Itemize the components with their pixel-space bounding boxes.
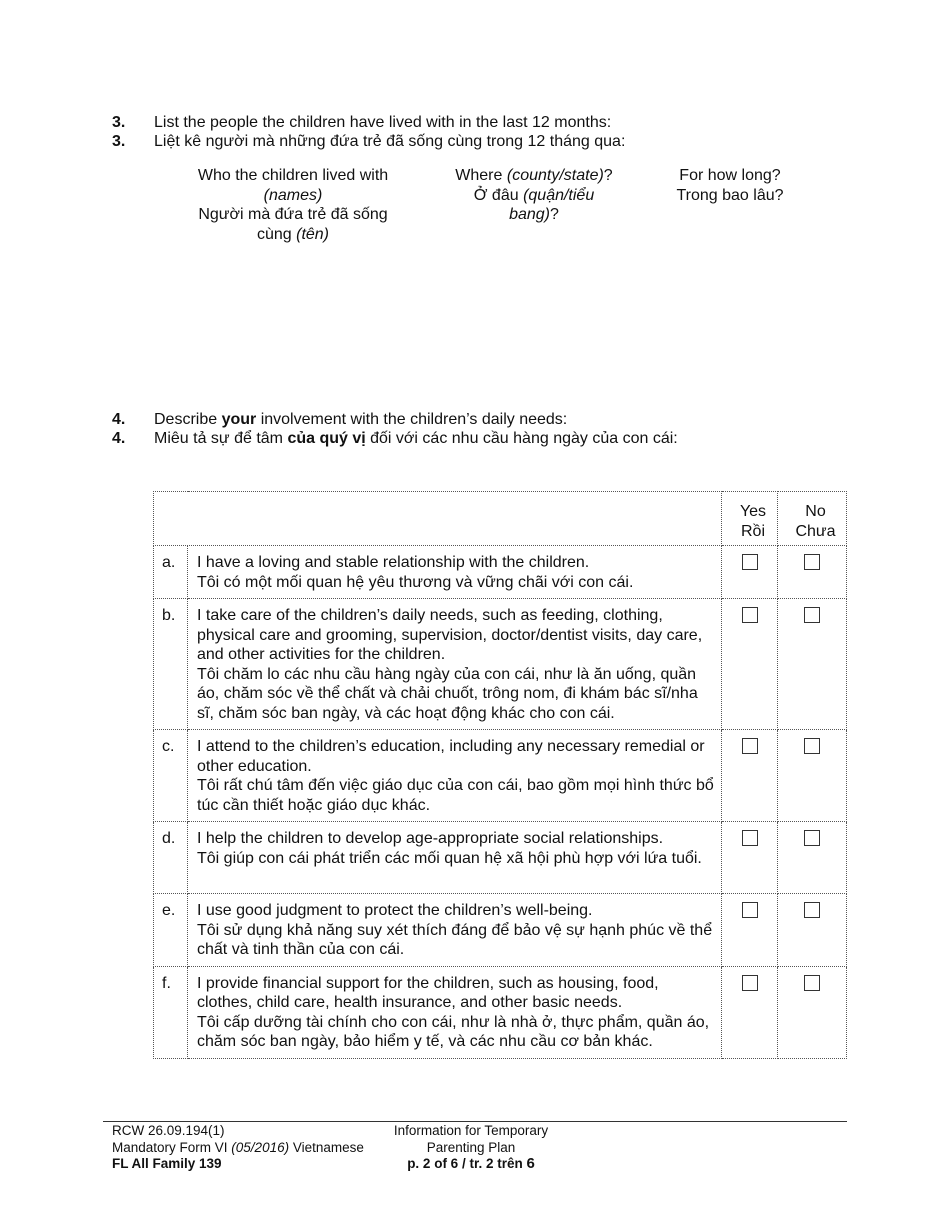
table-row: d. I help the children to develop age-appropriate social relationships. Tôi giúp con cái phát triển các mối quan hệ xã hội phù hợp với lứa tuổi. bbox=[154, 822, 847, 894]
footer-left: RCW 26.09.194(1) Mandatory Form VI (05/2016) Vietnamese FL All Family 139 bbox=[112, 1123, 364, 1171]
yes-checkbox[interactable] bbox=[742, 975, 758, 991]
footer-divider bbox=[103, 1121, 847, 1122]
no-column-header: No Chưa bbox=[778, 492, 847, 546]
yes-column-header: Yes Rồi bbox=[722, 492, 778, 546]
col-howlong-header: For how long? Trong bao lâu? bbox=[676, 167, 784, 204]
no-checkbox[interactable] bbox=[804, 902, 820, 918]
table-row: b. I take care of the children’s daily needs, such as feeding, clothing, physical care and grooming, supervision, doctor/dentist visits, day care, and other activities for the children. Tôi chăm lo các nhu cầu hàng ngày của con cái, như là ăn uống, quần áo, chăm sóc về thể chất và chải chuốt, trông nom, đi khám bác sĩ/nha sĩ, chăm sóc ban ngày, và các hoạt động khác cho con cái. bbox=[154, 599, 847, 730]
table-row: c. I attend to the children’s education, including any necessary remedial or other education. Tôi rất chú tâm đến việc giáo dục của con cái, bao gồm mọi hình thức bổ túc cần thiết hoặc giáo dục khác. bbox=[154, 730, 847, 822]
no-checkbox[interactable] bbox=[804, 738, 820, 754]
yes-checkbox[interactable] bbox=[742, 607, 758, 623]
table-header-row bbox=[154, 492, 847, 546]
no-checkbox[interactable] bbox=[804, 554, 820, 570]
col-who-header: Who the children lived with (names) Người mà đứa trẻ đã sống cùng (tên) bbox=[197, 167, 389, 243]
yes-checkbox[interactable] bbox=[742, 830, 758, 846]
yes-checkbox[interactable] bbox=[742, 738, 758, 754]
table-row: f. I provide financial support for the children, such as housing, food, clothes, child care, health insurance, and other basic needs. Tôi cấp dưỡng tài chính cho con cái, như là nhà ở, thực phẩm, quần áo, chăm sóc ban ngày, bảo hiểm y tế, và các nhu cầu cơ bản khác. bbox=[154, 966, 847, 1058]
no-checkbox[interactable] bbox=[804, 830, 820, 846]
involvement-table bbox=[153, 491, 847, 1059]
no-checkbox[interactable] bbox=[804, 975, 820, 991]
yes-checkbox[interactable] bbox=[742, 902, 758, 918]
no-checkbox[interactable] bbox=[804, 607, 820, 623]
col-where-header: Where (county/state)? Ở đâu (quận/tiểu bang)? bbox=[455, 167, 613, 223]
yes-checkbox[interactable] bbox=[742, 554, 758, 570]
table-row: a. I have a loving and stable relationship with the children. Tôi có một mối quan hệ yêu thương và vững chãi với con cái. bbox=[154, 546, 847, 599]
table-row: e. I use good judgment to protect the children’s well-being. Tôi sử dụng khả năng suy xét thích đáng để bảo vệ sự hạnh phúc về thể chất và tinh thần của con cái. bbox=[154, 894, 847, 967]
footer-center: Information for Temporary Parenting Plan p. 2 of 6 / tr. 2 trên 6 bbox=[393, 1123, 549, 1172]
